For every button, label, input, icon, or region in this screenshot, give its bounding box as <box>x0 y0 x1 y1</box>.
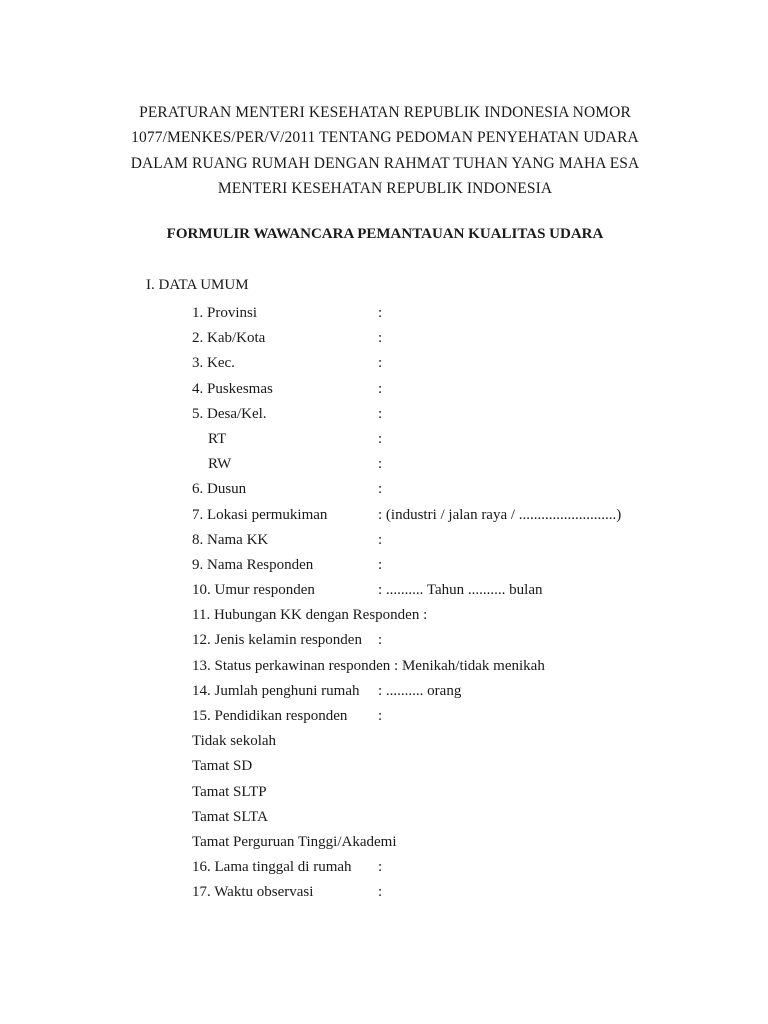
field-value: : <box>378 405 383 422</box>
form-row <box>192 529 712 554</box>
form-row <box>192 856 712 881</box>
field-value: : .......... orang <box>378 682 462 699</box>
form-row <box>192 327 712 352</box>
field-value: : <box>378 330 383 347</box>
form-row <box>192 378 712 403</box>
form-title: FORMULIR WAWANCARA PEMANTAUAN KUALITAS UDARA <box>166 226 604 242</box>
form-row <box>192 831 712 856</box>
field-label: 6. Dusun <box>192 481 247 498</box>
form-row <box>192 705 712 730</box>
field-label: 13. Status perkawinan responden : Menikah/tidak menikah <box>192 657 545 674</box>
form-row <box>192 755 712 780</box>
field-label: RW <box>208 456 232 473</box>
field-label: 9. Nama Responden <box>192 556 314 573</box>
field-label: 12. Jenis kelamin responden <box>192 632 362 649</box>
field-value: : <box>378 708 383 724</box>
field-value: : .......... Tahun .......... bulan <box>378 582 543 599</box>
field-value: : <box>378 859 383 876</box>
field-label: 5. Desa/Kel. <box>192 405 267 422</box>
field-label: 16. Lama tinggal di rumah <box>192 859 352 876</box>
field-label: 1. Provinsi <box>192 305 258 321</box>
field-value: : <box>378 355 383 372</box>
field-label: RT <box>208 430 227 447</box>
field-value: : (industri / jalan raya / ..........................) <box>378 506 622 523</box>
field-label: Tamat Perguruan Tinggi/Akademi <box>192 833 397 850</box>
form-row <box>192 781 712 806</box>
field-list <box>192 302 712 907</box>
field-label: 11. Hubungan KK dengan Responden : <box>192 607 428 624</box>
header-line: 1077/MENKES/PER/V/2011 TENTANG PEDOMAN PENYEHATAN UDARA <box>131 129 639 147</box>
field-label: Tamat SLTP <box>192 783 267 800</box>
form-row <box>192 680 712 705</box>
form-row <box>192 554 712 579</box>
field-value: : <box>378 380 383 397</box>
field-value: : <box>378 556 383 573</box>
field-label: 15. Pendidikan responden <box>192 708 348 724</box>
field-label: 3. Kec. <box>192 355 235 372</box>
section-title: I. DATA UMUM <box>146 277 249 293</box>
form-row <box>192 504 712 529</box>
field-value: : <box>378 884 383 901</box>
form-row <box>192 478 712 503</box>
form-row <box>192 428 712 453</box>
form-row <box>192 806 712 831</box>
field-label: 7. Lokasi permukiman <box>192 506 328 523</box>
field-label: 4. Puskesmas <box>192 380 273 397</box>
form-row <box>192 302 712 327</box>
header-line: PERATURAN MENTERI KESEHATAN REPUBLIK INDONESIA NOMOR <box>139 104 631 121</box>
field-label: 10. Umur responden <box>192 582 315 599</box>
header-line: DALAM RUANG RUMAH DENGAN RAHMAT TUHAN YANG MAHA ESA <box>130 154 640 172</box>
field-label: 8. Nama KK <box>192 531 269 548</box>
field-value: : <box>378 531 383 548</box>
form-row <box>192 453 712 478</box>
field-label: Tidak sekolah <box>192 733 277 750</box>
form-row <box>192 604 712 629</box>
field-label: Tamat SLTA <box>192 808 268 825</box>
form-row <box>192 352 712 377</box>
regulation-header <box>100 100 670 201</box>
field-value: : <box>378 305 383 321</box>
form-row <box>192 655 712 680</box>
field-value: : <box>378 632 383 649</box>
field-label: 17. Waktu observasi <box>192 884 314 901</box>
field-value: : <box>378 456 383 473</box>
field-value: : <box>378 481 383 498</box>
field-label: 2. Kab/Kota <box>192 330 266 347</box>
form-row <box>192 579 712 604</box>
header-line: MENTERI KESEHATAN REPUBLIK INDONESIA <box>217 179 553 197</box>
field-value: : <box>378 430 383 447</box>
form-row <box>192 403 712 428</box>
form-row <box>192 629 712 654</box>
form-row <box>192 881 712 906</box>
field-label: 14. Jumlah penghuni rumah <box>192 682 360 699</box>
form-row <box>192 730 712 755</box>
field-label: Tamat SD <box>192 758 253 775</box>
